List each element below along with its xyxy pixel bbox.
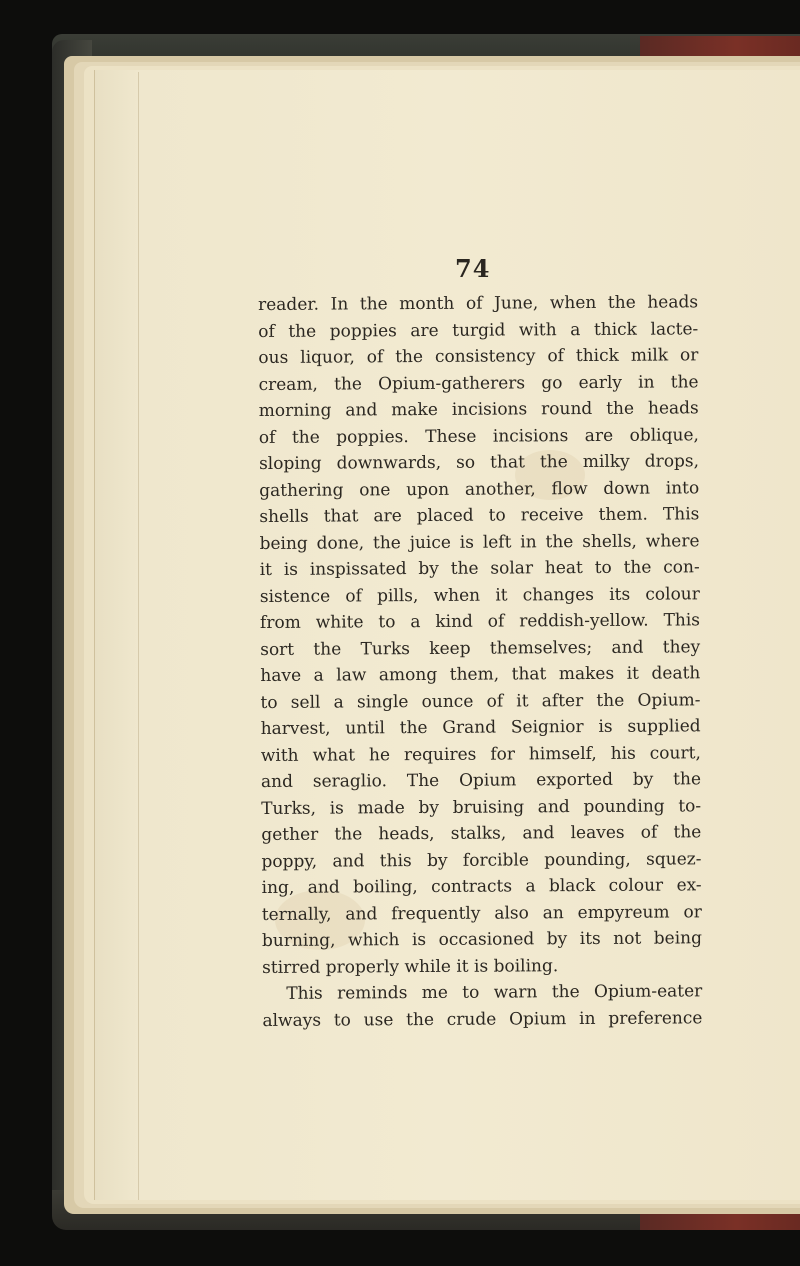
text-line: burning, which is occasioned by its not being bbox=[261, 928, 703, 951]
text-line: harvest, until the Grand Seignior is supplied bbox=[260, 716, 701, 739]
text-line: poppy, and this by forcible pounding, squez- bbox=[261, 848, 702, 872]
body-text bbox=[258, 289, 703, 1034]
text-line: sloping downwards, so that the milky drops, bbox=[258, 451, 700, 474]
text-line: always to use the crude Opium in preference bbox=[262, 1007, 703, 1031]
text-line: ing, and boiling, contracts a black colour ex- bbox=[261, 875, 702, 898]
text-line: Turks, is made by bruising and pounding to- bbox=[261, 795, 702, 819]
text-line: gathering one upon another, flow down into bbox=[259, 477, 700, 501]
text-line: cream, the Opium-gatherers go early in the bbox=[258, 371, 699, 395]
page-gutter-shadow bbox=[138, 72, 139, 1200]
text-line: with what he requires for himself, his court, bbox=[260, 742, 701, 766]
text-line: sort the Turks keep themselves; and they bbox=[260, 636, 701, 660]
text-line: shells that are placed to receive them. This bbox=[259, 504, 700, 527]
text-line: This reminds me to warn the Opium-eater bbox=[286, 981, 703, 1004]
text-line: gether the heads, stalks, and leaves of the bbox=[261, 822, 702, 845]
text-line: sistence of pills, when it changes its colour bbox=[259, 583, 700, 607]
text-line: of the poppies are turgid with a thick lacte- bbox=[258, 318, 699, 342]
text-line: and seraglio. The Opium exported by the bbox=[260, 769, 702, 792]
text-line: ternally, and frequently also an empyreum or bbox=[261, 901, 702, 925]
text-line: it is inspissated by the solar heat to the con- bbox=[259, 557, 700, 580]
text-line: of the poppies. These incisions are oblique, bbox=[258, 424, 699, 448]
text-line: being done, the juice is left in the shells, where bbox=[259, 530, 700, 554]
text-line: morning and make incisions round the heads bbox=[258, 398, 699, 421]
text-line: stirred properly while it is boiling. bbox=[262, 955, 559, 978]
text-line: ous liquor, of the consistency of thick milk or bbox=[258, 345, 699, 368]
text-line: from white to a kind of reddish-yellow. This bbox=[259, 610, 701, 633]
page-number: 74 bbox=[455, 254, 491, 283]
text-line: have a law among them, that makes it death bbox=[260, 663, 701, 686]
text-line: reader. In the month of June, when the heads bbox=[258, 292, 699, 315]
text-line: to sell a single ounce of it after the Opium- bbox=[260, 689, 701, 713]
